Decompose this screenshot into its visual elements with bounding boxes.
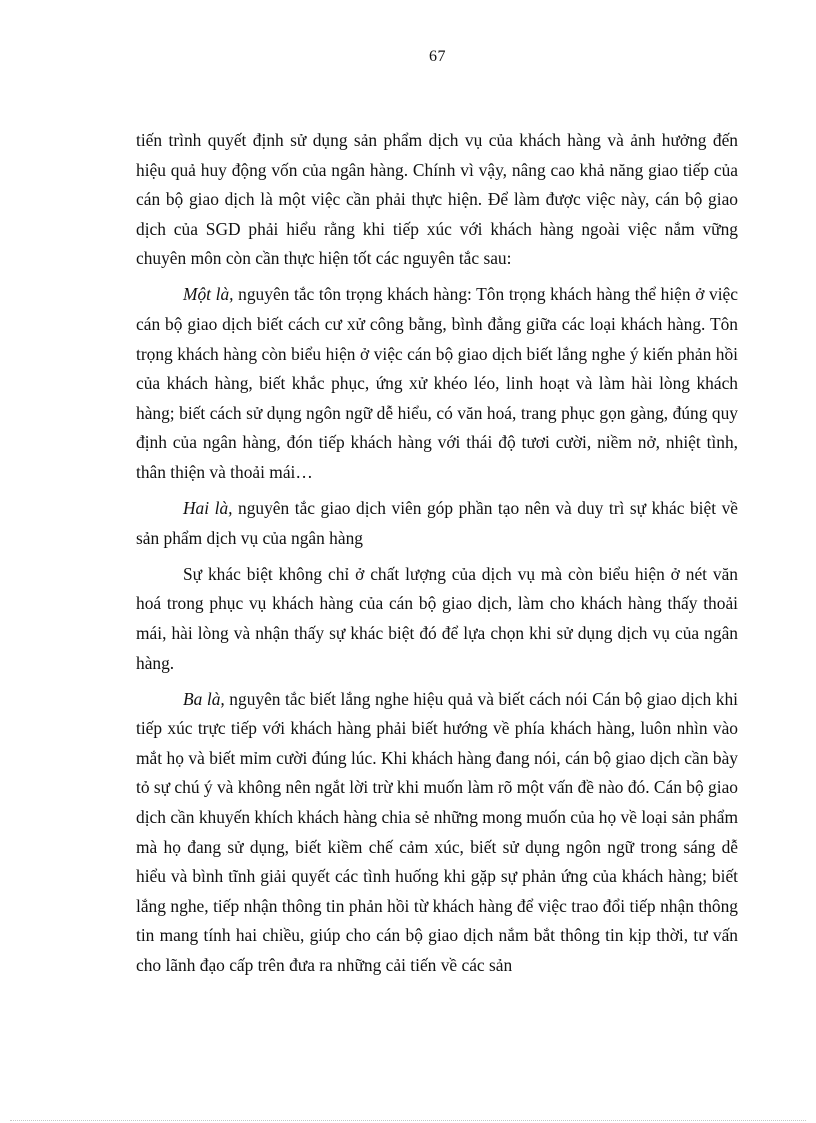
paragraph-text: nguyên tắc biết lắng nghe hiệu quả và biết cách nói Cán bộ giao dịch khi tiếp xúc trực tiếp với khách hàng phải biết hướng về phía khách hàng, luôn nhìn vào mắt họ và biết mỉm cười đúng lúc. Khi khách hàng đang nói, cán bộ giao dịch cần bày tỏ sự chú ý và không nên ngắt lời trừ khi muốn làm rõ một vấn đề nào đó. Cán bộ giao dịch cần khuyến khích khách hàng chia sẻ những mong muốn của họ về loại sản phẩm mà họ đang sử dụng, biết kiềm chế cảm xúc, biết sử dụng ngôn ngữ trong sáng dễ hiểu và bình tĩnh giải quyết các tình huống khi gặp sự phản ứng của khách hàng; biết lắng nghe, tiếp nhận thông tin phản hồi từ khách hàng để việc trao đổi tiếp nhận thông tin mang tính hai chiều, giúp cho cán bộ giao dịch nắm bắt thông tin kịp thời, tư vấn cho lãnh đạo cấp trên đưa ra những cải tiến về các sản	[136, 688, 738, 976]
paragraph-text: nguyên tắc giao dịch viên góp phần tạo nên và duy trì sự khác biệt về sản phẩm dịch vụ của ngân hàng	[136, 498, 738, 548]
paragraph-text: Sự khác biệt không chỉ ở chất lượng của dịch vụ mà còn biểu hiện ở nét văn hoá trong phục vụ khách hàng của cán bộ giao dịch, làm cho khách hàng thấy thoải mái, hài lòng và nhận thấy sự khác biệt đó để lựa chọn khi sử dụng dịch vụ của ngân hàng.	[136, 563, 738, 673]
paragraph-principle-one	[136, 280, 738, 487]
page-bottom-border	[10, 1120, 806, 1121]
paragraph-lead-italic: Ba là,	[183, 688, 225, 709]
paragraph-text: tiến trình quyết định sử dụng sản phẩm dịch vụ của khách hàng và ảnh hưởng đến hiệu quả huy động vốn của ngân hàng. Chính vì vậy, nâng cao khả năng giao tiếp của cán bộ giao dịch là một việc cần phải thực hiện. Để làm được việc này, cán bộ giao dịch của SGD phải hiểu rằng khi tiếp xúc với khách hàng ngoài việc nắm vững chuyên môn còn cần thực hiện tốt các nguyên tắc sau:	[136, 130, 738, 269]
paragraph-principle-two	[136, 494, 738, 553]
paragraph-principle-three	[136, 685, 738, 981]
paragraph-difference	[136, 560, 738, 678]
paragraph-lead-italic: Một là,	[183, 284, 234, 305]
document-body	[136, 126, 738, 987]
paragraph-continuation	[136, 126, 738, 274]
paragraph-text: nguyên tắc tôn trọng khách hàng: Tôn trọng khách hàng thể hiện ở việc cán bộ giao dịch biết cách cư xử công bằng, bình đẳng giữa các loại khách hàng. Tôn trọng khách hàng còn biểu hiện ở việc cán bộ giao dịch biết lắng nghe ý kiến phản hồi của khách hàng, biết khắc phục, ứng xử khéo léo, linh hoạt và làm hài lòng khách hàng; biết cách sử dụng ngôn ngữ dễ hiểu, có văn hoá, trang phục gọn gàng, đúng quy định của ngân hàng, đón tiếp khách hàng với thái độ tươi cười, niềm nở, nhiệt tình, thân thiện và thoải mái…	[136, 284, 738, 483]
paragraph-lead-italic: Hai là,	[183, 498, 233, 519]
page-number: 67	[429, 48, 446, 65]
